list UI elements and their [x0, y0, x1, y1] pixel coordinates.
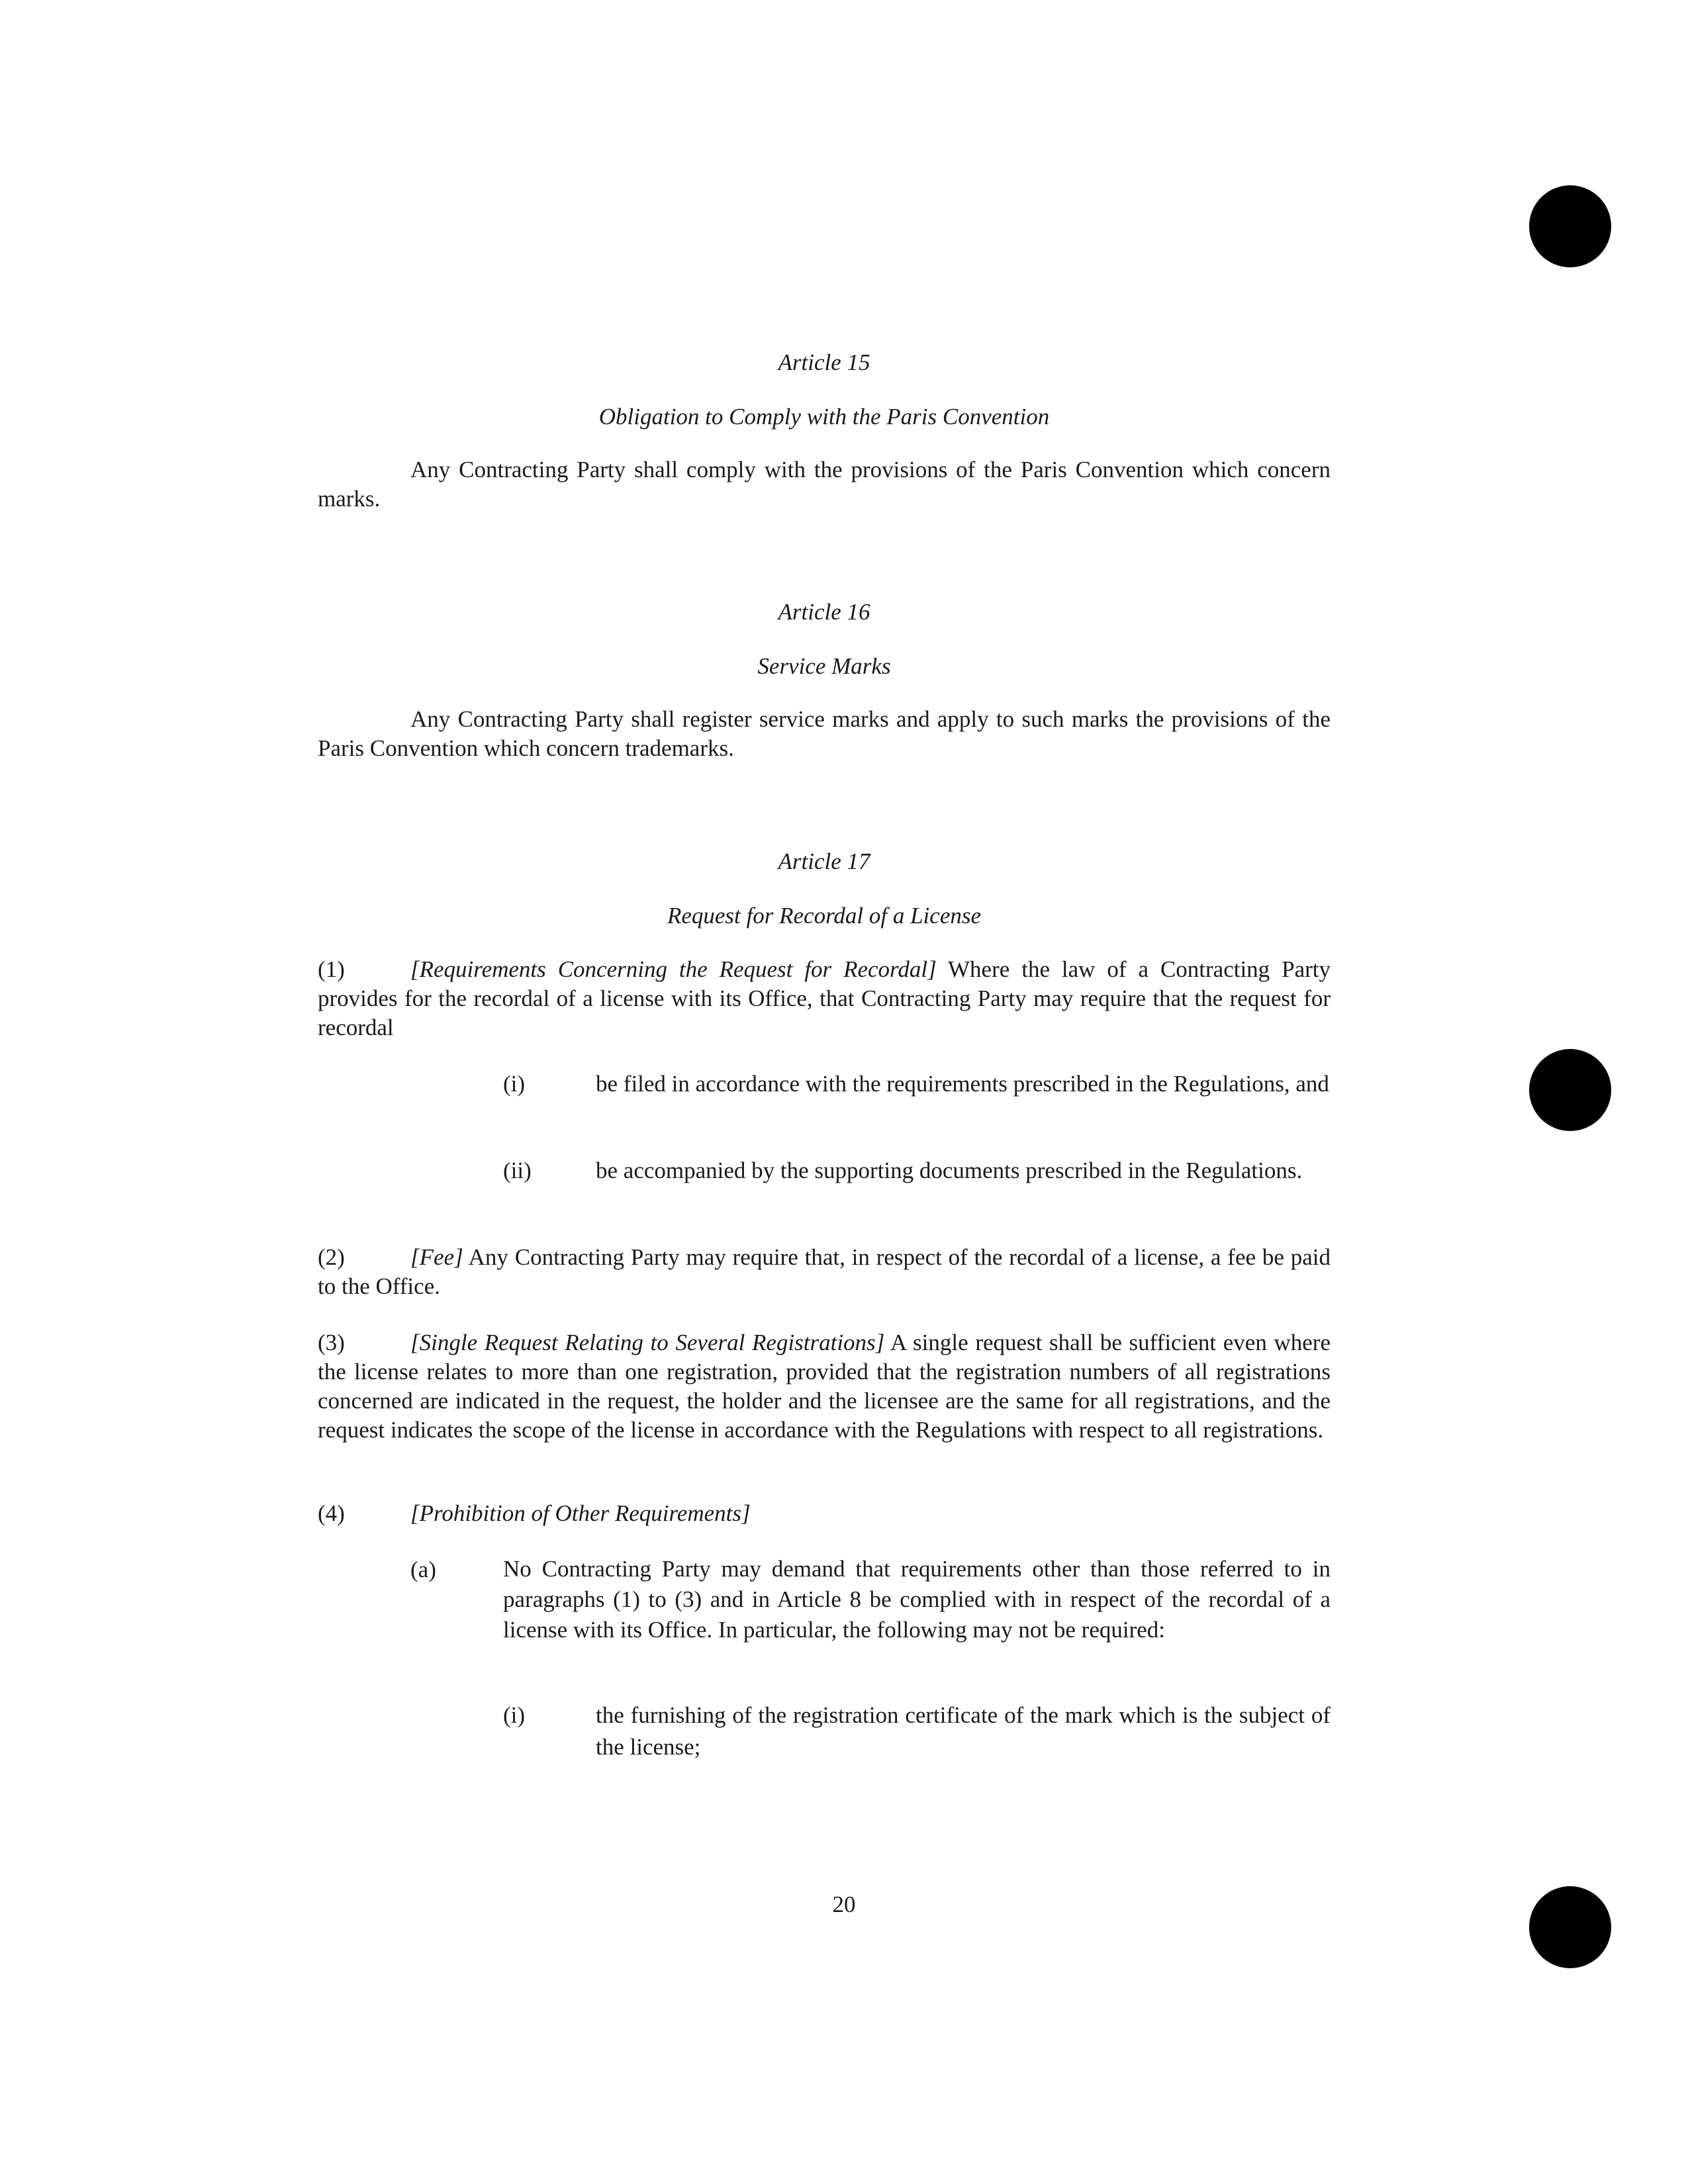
paragraph-1-title: [Requirements Concerning the Request for Recordal]	[410, 956, 937, 982]
page-number: 20	[832, 1891, 856, 1917]
paragraph-2-text: Any Contracting Party may require that, in respect of the recordal of a license, a fee be paid to the Office.	[318, 1244, 1331, 1299]
article-16-text: Any Contracting Party shall register service marks and apply to such marks the provisions of the Paris Convention which concern trademarks.	[318, 706, 1331, 761]
paragraph-1	[318, 955, 1331, 1042]
punch-hole-middle	[1529, 1049, 1611, 1131]
paragraph-4-number: (4)	[318, 1500, 345, 1526]
item-text: No Contracting Party may demand that requirements other than those referred to in paragraphs (1) to (3) and in Article 8 be complied with in respect of the recordal of a license with its Office. In particular, the following may not be required:	[503, 1556, 1331, 1643]
item-text: be accompanied by the supporting documents prescribed in the Regulations.	[596, 1158, 1303, 1183]
article-15-heading: Article 15	[778, 349, 870, 375]
item-label: (ii)	[503, 1158, 532, 1183]
paragraph-3-text: A single request shall be sufficient even where the license relates to more than one registration, provided that the registration numbers of all registrations concerned are indicated in the request, the holder and the licensee are the same for all registrations, and the request indicates the scope of the license in accordance with the Regulations with respect to all registrations.	[318, 1330, 1331, 1443]
paragraph-3-title: [Single Request Relating to Several Registrations]	[410, 1330, 885, 1355]
article-15-title: Obligation to Comply with the Paris Convention	[598, 404, 1050, 430]
paragraph-2-number: (2)	[318, 1244, 345, 1270]
punch-hole-bottom	[1529, 1886, 1611, 1968]
paragraph-1-text: Where the law of a Contracting Party provides for the recordal of a license with its Office, that Contracting Party may require that the request for recordal	[318, 956, 1331, 1040]
paragraph-4	[318, 1499, 1331, 1528]
paragraph-3	[318, 1328, 1331, 1445]
item-text: be filed in accordance with the requirements prescribed in the Regulations, and	[596, 1071, 1329, 1097]
paragraph-4-title: [Prohibition of Other Requirements]	[410, 1500, 751, 1526]
punch-hole-top	[1529, 185, 1611, 267]
paragraph-3-number: (3)	[318, 1330, 345, 1355]
article-17-title: Request for Recordal of a License	[667, 903, 982, 929]
paragraph-2	[318, 1243, 1331, 1301]
article-15-text: Any Contracting Party shall comply with the provisions of the Paris Convention which concern marks.	[318, 457, 1331, 512]
article-16-heading: Article 16	[778, 599, 870, 625]
article-17-heading: Article 17	[778, 848, 870, 874]
item-label: (i)	[503, 1071, 526, 1097]
item-label: (i)	[503, 1702, 526, 1728]
paragraph-2-title: [Fee]	[410, 1244, 463, 1270]
article-15-body	[318, 455, 1331, 514]
item-label: (a)	[410, 1557, 436, 1582]
article-16-title: Service Marks	[757, 653, 891, 679]
item-text: the furnishing of the registration certificate of the mark which is the subject of the license;	[596, 1702, 1331, 1760]
paragraph-1-number: (1)	[318, 956, 345, 982]
article-16-body	[318, 705, 1331, 763]
